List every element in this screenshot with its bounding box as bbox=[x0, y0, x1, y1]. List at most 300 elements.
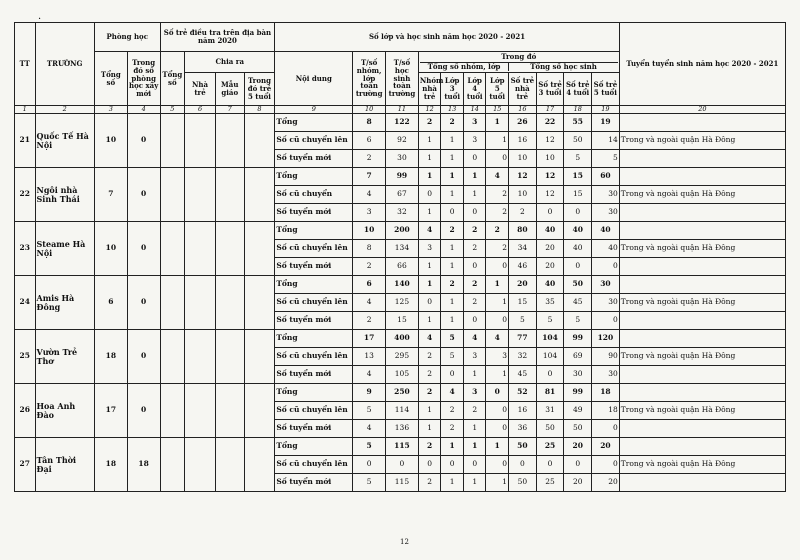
data-cell: 122 bbox=[386, 114, 419, 132]
data-cell: 0 bbox=[564, 258, 592, 276]
header-noi-dung: Nội dung bbox=[275, 52, 353, 106]
data-cell: 0 bbox=[441, 456, 464, 474]
empty-cell bbox=[244, 276, 275, 330]
empty-cell bbox=[215, 168, 244, 222]
row-label: Số tuyển mới bbox=[275, 150, 353, 168]
header-tuyen-sinh: Tuyển tuyển sinh năm học 2020 - 2021 bbox=[619, 23, 785, 106]
data-cell: 295 bbox=[386, 348, 419, 366]
column-index: 6 bbox=[185, 106, 216, 114]
data-cell: 1 bbox=[418, 276, 441, 294]
data-cell: 34 bbox=[509, 240, 537, 258]
data-cell: 4 bbox=[418, 222, 441, 240]
data-cell: 4 bbox=[353, 366, 386, 384]
data-cell: 4 bbox=[486, 330, 509, 348]
data-cell: 1 bbox=[486, 114, 509, 132]
data-cell: 2 bbox=[463, 402, 486, 420]
column-index: 5 bbox=[160, 106, 185, 114]
enrollment-note bbox=[619, 168, 785, 186]
data-cell: 99 bbox=[564, 384, 592, 402]
data-cell: 15 bbox=[509, 294, 537, 312]
header-nha-tre: Nhà trẻ bbox=[185, 73, 216, 106]
data-cell: 30 bbox=[592, 276, 620, 294]
data-cell: 16 bbox=[509, 132, 537, 150]
data-cell: 30 bbox=[592, 366, 620, 384]
data-cell: 125 bbox=[386, 294, 419, 312]
data-cell: 250 bbox=[386, 384, 419, 402]
column-index: 10 bbox=[353, 106, 386, 114]
data-cell: 14 bbox=[592, 132, 620, 150]
data-cell: 50 bbox=[564, 132, 592, 150]
header-lop-4: Lớp 4 tuổi bbox=[463, 73, 486, 106]
school-name: Amis Hà Đông bbox=[35, 276, 94, 330]
header-trong-do bbox=[418, 52, 619, 73]
data-cell: 1 bbox=[441, 294, 464, 312]
data-cell: 0 bbox=[353, 456, 386, 474]
data-cell: 40 bbox=[564, 240, 592, 258]
empty-cell bbox=[160, 276, 185, 330]
data-cell: 50 bbox=[564, 420, 592, 438]
data-cell: 52 bbox=[509, 384, 537, 402]
data-cell: 1 bbox=[441, 474, 464, 492]
empty-cell bbox=[244, 384, 275, 438]
school-new-rooms: 0 bbox=[127, 222, 160, 276]
data-cell: 25 bbox=[536, 474, 564, 492]
data-cell: 0 bbox=[486, 402, 509, 420]
data-cell: 0 bbox=[536, 366, 564, 384]
column-index: 17 bbox=[536, 106, 564, 114]
empty-cell bbox=[185, 276, 216, 330]
data-cell: 4 bbox=[353, 186, 386, 204]
enrollment-note bbox=[619, 276, 785, 294]
school-new-rooms: 18 bbox=[127, 438, 160, 492]
enrollment-note: Trong và ngoài quận Hà Đông bbox=[619, 240, 785, 258]
data-cell: 2 bbox=[441, 222, 464, 240]
column-index: 11 bbox=[386, 106, 419, 114]
data-cell: 1 bbox=[486, 474, 509, 492]
school-tt: 25 bbox=[15, 330, 36, 384]
school-name: Steame Hà Nội bbox=[35, 222, 94, 276]
data-cell: 0 bbox=[564, 204, 592, 222]
data-cell: 40 bbox=[536, 276, 564, 294]
data-cell: 0 bbox=[463, 456, 486, 474]
data-cell: 0 bbox=[486, 420, 509, 438]
data-cell: 1 bbox=[441, 168, 464, 186]
data-cell: 5 bbox=[536, 312, 564, 330]
data-cell: 99 bbox=[386, 168, 419, 186]
data-cell: 2 bbox=[486, 222, 509, 240]
school-rooms: 18 bbox=[94, 438, 127, 492]
data-cell: 31 bbox=[536, 402, 564, 420]
data-cell: 20 bbox=[509, 276, 537, 294]
enrollment-note bbox=[619, 312, 785, 330]
school-tt: 24 bbox=[15, 276, 36, 330]
data-cell: 10 bbox=[509, 186, 537, 204]
data-cell: 15 bbox=[386, 312, 419, 330]
enrollment-note: Trong và ngoài quận Hà Đông bbox=[619, 294, 785, 312]
data-cell: 2 bbox=[418, 348, 441, 366]
table-row bbox=[15, 276, 786, 294]
data-cell: 26 bbox=[509, 114, 537, 132]
data-cell: 0 bbox=[592, 456, 620, 474]
data-cell: 1 bbox=[486, 366, 509, 384]
data-cell: 5 bbox=[509, 312, 537, 330]
empty-cell bbox=[215, 114, 244, 168]
data-cell: 2 bbox=[418, 474, 441, 492]
header-tt: TT bbox=[15, 23, 36, 106]
data-cell: 1 bbox=[441, 438, 464, 456]
data-cell: 200 bbox=[386, 222, 419, 240]
header-tong-so: Tổng số bbox=[94, 52, 127, 106]
data-cell: 15 bbox=[564, 168, 592, 186]
header-so-tre-5: Số trẻ 5 tuổi bbox=[592, 73, 620, 106]
data-cell: 1 bbox=[418, 150, 441, 168]
column-index: 19 bbox=[592, 106, 620, 114]
header-so-tre-dieu-tra: Số trẻ điều tra trên địa bàn năm 2020 bbox=[160, 23, 275, 52]
data-cell: 25 bbox=[536, 438, 564, 456]
data-cell: 18 bbox=[592, 402, 620, 420]
column-index: 18 bbox=[564, 106, 592, 114]
school-rooms: 17 bbox=[94, 384, 127, 438]
empty-cell bbox=[215, 384, 244, 438]
data-cell: 35 bbox=[536, 294, 564, 312]
column-index: 12 bbox=[418, 106, 441, 114]
data-cell: 1 bbox=[463, 438, 486, 456]
data-cell: 1 bbox=[486, 132, 509, 150]
data-cell: 1 bbox=[463, 168, 486, 186]
data-cell: 46 bbox=[509, 258, 537, 276]
data-cell: 1 bbox=[418, 312, 441, 330]
column-index: 15 bbox=[486, 106, 509, 114]
row-label: Tổng bbox=[275, 438, 353, 456]
data-cell: 104 bbox=[536, 330, 564, 348]
data-cell: 2 bbox=[486, 240, 509, 258]
header-so-lop-hs: Số lớp và học sinh năm học 2020 - 2021 bbox=[275, 23, 619, 52]
data-cell: 30 bbox=[386, 150, 419, 168]
data-cell: 10 bbox=[536, 150, 564, 168]
empty-cell bbox=[160, 384, 185, 438]
data-cell: 0 bbox=[418, 456, 441, 474]
data-cell: 77 bbox=[509, 330, 537, 348]
data-cell: 2 bbox=[441, 114, 464, 132]
header-lop-5: Lớp 5 tuổi bbox=[486, 73, 509, 106]
row-label: Số cũ chuyển lên bbox=[275, 294, 353, 312]
data-cell: 50 bbox=[564, 276, 592, 294]
table-row bbox=[15, 330, 786, 348]
data-cell: 90 bbox=[592, 348, 620, 366]
column-index: 1 bbox=[15, 106, 36, 114]
enrollment-note: Trong và ngoài quận Hà Đông bbox=[619, 348, 785, 366]
row-label: Số tuyển mới bbox=[275, 366, 353, 384]
data-cell: 1 bbox=[418, 132, 441, 150]
row-label: Số tuyển mới bbox=[275, 204, 353, 222]
data-cell: 6 bbox=[353, 132, 386, 150]
table-row bbox=[15, 222, 786, 240]
data-cell: 0 bbox=[386, 456, 419, 474]
data-cell: 1 bbox=[418, 204, 441, 222]
data-cell: 7 bbox=[353, 168, 386, 186]
school-name: Ngôi nhà Sinh Thái bbox=[35, 168, 94, 222]
data-cell: 45 bbox=[509, 366, 537, 384]
empty-cell bbox=[185, 330, 216, 384]
row-label: Tổng bbox=[275, 168, 353, 186]
table-row bbox=[15, 384, 786, 402]
data-cell: 1 bbox=[418, 420, 441, 438]
data-cell: 4 bbox=[353, 294, 386, 312]
scan-mark: · bbox=[38, 14, 42, 25]
data-cell: 4 bbox=[463, 330, 486, 348]
data-cell: 2 bbox=[463, 222, 486, 240]
school-name: Quốc Tế Hà Nội bbox=[35, 114, 94, 168]
data-cell: 30 bbox=[592, 204, 620, 222]
empty-cell bbox=[185, 222, 216, 276]
data-cell: 2 bbox=[441, 276, 464, 294]
enrollment-note bbox=[619, 366, 785, 384]
data-cell: 0 bbox=[463, 312, 486, 330]
data-cell: 4 bbox=[418, 330, 441, 348]
data-cell: 0 bbox=[486, 258, 509, 276]
column-index: 7 bbox=[215, 106, 244, 114]
data-cell: 40 bbox=[536, 222, 564, 240]
data-cell: 45 bbox=[564, 294, 592, 312]
data-cell: 10 bbox=[509, 150, 537, 168]
column-index: 20 bbox=[619, 106, 785, 114]
data-cell: 36 bbox=[509, 420, 537, 438]
data-cell: 1 bbox=[441, 132, 464, 150]
data-cell: 80 bbox=[509, 222, 537, 240]
data-cell: 20 bbox=[592, 474, 620, 492]
data-cell: 0 bbox=[564, 456, 592, 474]
data-cell: 2 bbox=[418, 366, 441, 384]
data-cell: 92 bbox=[386, 132, 419, 150]
data-cell: 3 bbox=[486, 348, 509, 366]
header-so-tre-nha-tre: Số trẻ nhà trẻ bbox=[509, 73, 537, 106]
data-cell: 30 bbox=[592, 294, 620, 312]
data-cell: 0 bbox=[463, 204, 486, 222]
row-label: Số cũ chuyển lên bbox=[275, 348, 353, 366]
data-cell: 2 bbox=[441, 402, 464, 420]
data-cell: 0 bbox=[592, 258, 620, 276]
data-cell: 9 bbox=[353, 384, 386, 402]
data-cell: 20 bbox=[564, 438, 592, 456]
header-tong-so-nhom-lop: Tổng số nhóm, lớp bbox=[427, 62, 501, 71]
data-cell: 69 bbox=[564, 348, 592, 366]
data-cell: 2 bbox=[441, 420, 464, 438]
enrollment-note bbox=[619, 222, 785, 240]
school-tt: 22 bbox=[15, 168, 36, 222]
data-cell: 0 bbox=[592, 420, 620, 438]
header-phong-hoc: Phòng học bbox=[94, 23, 160, 52]
data-cell: 1 bbox=[441, 150, 464, 168]
data-cell: 2 bbox=[418, 114, 441, 132]
column-index: 2 bbox=[35, 106, 94, 114]
data-cell: 50 bbox=[509, 438, 537, 456]
school-new-rooms: 0 bbox=[127, 330, 160, 384]
school-name: Vườn Trẻ Thơ bbox=[35, 330, 94, 384]
data-cell: 0 bbox=[463, 258, 486, 276]
enrollment-note: Trong và ngoài quận Hà Đông bbox=[619, 132, 785, 150]
data-cell: 1 bbox=[441, 312, 464, 330]
data-cell: 1 bbox=[418, 168, 441, 186]
data-cell: 60 bbox=[592, 168, 620, 186]
school-new-rooms: 0 bbox=[127, 114, 160, 168]
data-cell: 115 bbox=[386, 474, 419, 492]
enrollment-note bbox=[619, 114, 785, 132]
row-label: Số tuyển mới bbox=[275, 258, 353, 276]
data-cell: 3 bbox=[463, 132, 486, 150]
column-index: 14 bbox=[463, 106, 486, 114]
data-cell: 3 bbox=[463, 384, 486, 402]
enrollment-note bbox=[619, 420, 785, 438]
data-cell: 0 bbox=[486, 384, 509, 402]
data-cell: 67 bbox=[386, 186, 419, 204]
header-xay-moi: Trong đó số phòng học xây mới bbox=[127, 52, 160, 106]
enrollment-note: Trong và ngoài quận Hà Đông bbox=[619, 456, 785, 474]
data-cell: 16 bbox=[509, 402, 537, 420]
data-cell: 1 bbox=[418, 258, 441, 276]
data-cell: 2 bbox=[353, 150, 386, 168]
empty-cell bbox=[215, 222, 244, 276]
data-cell: 6 bbox=[353, 276, 386, 294]
data-cell: 40 bbox=[592, 240, 620, 258]
row-label: Số cũ chuyển lên bbox=[275, 456, 353, 474]
row-label: Tổng bbox=[275, 114, 353, 132]
data-cell: 2 bbox=[463, 294, 486, 312]
data-cell: 1 bbox=[441, 258, 464, 276]
column-index: 13 bbox=[441, 106, 464, 114]
column-index-row bbox=[15, 106, 786, 114]
data-cell: 10 bbox=[353, 222, 386, 240]
header-tre-5: Trong đó trẻ 5 tuổi bbox=[244, 73, 275, 106]
data-cell: 3 bbox=[463, 348, 486, 366]
data-cell: 55 bbox=[564, 114, 592, 132]
school-tt: 26 bbox=[15, 384, 36, 438]
school-name: Hoa Anh Đào bbox=[35, 384, 94, 438]
data-cell: 105 bbox=[386, 366, 419, 384]
row-label: Số tuyển mới bbox=[275, 474, 353, 492]
data-cell: 3 bbox=[463, 114, 486, 132]
data-cell: 0 bbox=[463, 150, 486, 168]
data-cell: 81 bbox=[536, 384, 564, 402]
empty-cell bbox=[185, 438, 216, 492]
data-cell: 4 bbox=[353, 420, 386, 438]
data-cell: 2 bbox=[353, 312, 386, 330]
row-label: Tổng bbox=[275, 330, 353, 348]
data-cell: 0 bbox=[509, 456, 537, 474]
data-cell: 0 bbox=[486, 312, 509, 330]
empty-cell bbox=[215, 276, 244, 330]
data-cell: 32 bbox=[386, 204, 419, 222]
enrollment-note bbox=[619, 204, 785, 222]
row-label: Số cũ chuyển bbox=[275, 186, 353, 204]
header-mau-giao: Mẫu giáo bbox=[215, 73, 244, 106]
empty-cell bbox=[244, 168, 275, 222]
empty-cell bbox=[215, 330, 244, 384]
data-cell: 120 bbox=[592, 330, 620, 348]
school-new-rooms: 0 bbox=[127, 384, 160, 438]
school-rooms: 6 bbox=[94, 276, 127, 330]
school-tt: 27 bbox=[15, 438, 36, 492]
data-cell: 1 bbox=[441, 240, 464, 258]
school-new-rooms: 0 bbox=[127, 276, 160, 330]
enrollment-note: Trong và ngoài quận Hà Đông bbox=[619, 402, 785, 420]
school-rooms: 7 bbox=[94, 168, 127, 222]
data-cell: 50 bbox=[536, 420, 564, 438]
data-cell: 2 bbox=[418, 384, 441, 402]
data-cell: 8 bbox=[353, 114, 386, 132]
data-cell: 2 bbox=[486, 204, 509, 222]
row-label: Số tuyển mới bbox=[275, 312, 353, 330]
data-cell: 12 bbox=[509, 168, 537, 186]
data-cell: 20 bbox=[564, 474, 592, 492]
data-cell: 5 bbox=[353, 438, 386, 456]
enrollment-note: Trong và ngoài quận Hà Đông bbox=[619, 186, 785, 204]
header-lop-3: Lớp 3 tuổi bbox=[441, 73, 464, 106]
page-number: 12 bbox=[400, 538, 409, 546]
header-tong-so-tre: Tổng số bbox=[160, 52, 185, 106]
data-cell: 0 bbox=[592, 312, 620, 330]
data-cell: 0 bbox=[486, 456, 509, 474]
column-index: 9 bbox=[275, 106, 353, 114]
data-cell: 134 bbox=[386, 240, 419, 258]
header-so-tre-3: Số trẻ 3 tuổi bbox=[536, 73, 564, 106]
data-cell: 4 bbox=[441, 384, 464, 402]
header-so-tre-4: Số trẻ 4 tuổi bbox=[564, 73, 592, 106]
data-cell: 22 bbox=[536, 114, 564, 132]
data-cell: 17 bbox=[353, 330, 386, 348]
data-cell: 12 bbox=[536, 168, 564, 186]
data-cell: 40 bbox=[564, 222, 592, 240]
empty-cell bbox=[160, 330, 185, 384]
empty-cell bbox=[185, 384, 216, 438]
data-cell: 20 bbox=[536, 240, 564, 258]
data-cell: 0 bbox=[536, 204, 564, 222]
data-cell: 114 bbox=[386, 402, 419, 420]
data-cell: 18 bbox=[592, 384, 620, 402]
enrollment-note bbox=[619, 474, 785, 492]
header-chia-ra: Chia ra bbox=[185, 52, 275, 73]
school-tt: 21 bbox=[15, 114, 36, 168]
table-row bbox=[15, 114, 786, 132]
data-cell: 2 bbox=[353, 258, 386, 276]
data-cell: 1 bbox=[418, 402, 441, 420]
data-cell: 66 bbox=[386, 258, 419, 276]
data-cell: 1 bbox=[463, 186, 486, 204]
empty-cell bbox=[160, 222, 185, 276]
data-cell: 1 bbox=[463, 474, 486, 492]
empty-cell bbox=[160, 438, 185, 492]
column-index: 8 bbox=[244, 106, 275, 114]
row-label: Tổng bbox=[275, 276, 353, 294]
empty-cell bbox=[215, 438, 244, 492]
row-label: Số cũ chuyển lên bbox=[275, 240, 353, 258]
data-cell: 5 bbox=[564, 312, 592, 330]
data-cell: 0 bbox=[441, 204, 464, 222]
data-cell: 99 bbox=[564, 330, 592, 348]
school-rooms: 18 bbox=[94, 330, 127, 384]
data-cell: 49 bbox=[564, 402, 592, 420]
data-cell: 50 bbox=[509, 474, 537, 492]
empty-cell bbox=[160, 114, 185, 168]
data-cell: 13 bbox=[353, 348, 386, 366]
enrollment-note bbox=[619, 258, 785, 276]
table-row bbox=[15, 438, 786, 456]
data-cell: 2 bbox=[509, 204, 537, 222]
data-cell: 5 bbox=[353, 402, 386, 420]
data-cell: 0 bbox=[418, 294, 441, 312]
data-cell: 0 bbox=[418, 186, 441, 204]
data-cell: 3 bbox=[418, 240, 441, 258]
school-name: Tân Thời Đại bbox=[35, 438, 94, 492]
